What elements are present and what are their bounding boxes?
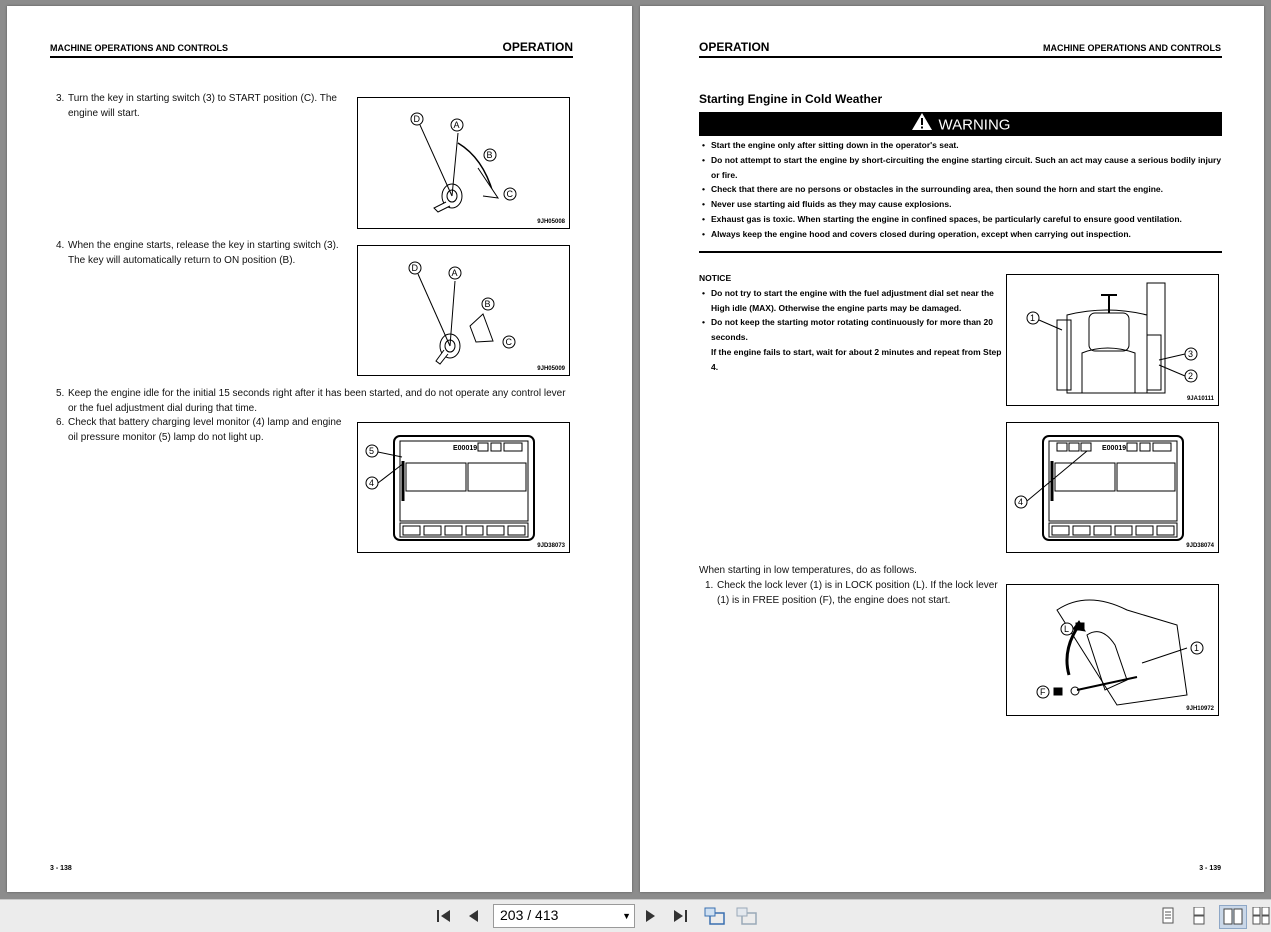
page-number: 3 - 138 [50, 865, 72, 872]
label-2: 2 [1188, 371, 1194, 381]
label-b: B [486, 150, 493, 160]
page-header-chapter: OPERATION [502, 40, 573, 54]
key-switch-diagram [358, 246, 569, 375]
warning-label: WARNING [938, 116, 1011, 134]
step-3 [56, 92, 356, 121]
page-header-section: MACHINE OPERATIONS AND CONTROLS [1042, 43, 1221, 53]
key-switch-diagram [358, 98, 569, 228]
two-page-view-icon [1223, 908, 1243, 926]
step-text: Turn the key in starting switch (3) to START position (C). The [68, 93, 337, 104]
label-a: A [451, 268, 458, 278]
monitor-panel-diagram [1007, 423, 1218, 552]
step-number: 4. [56, 240, 65, 251]
step-5 [56, 387, 586, 416]
chevron-down-icon: ▼ [622, 911, 631, 921]
step-text: oil pressure monitor (5) lamp do not light up. [68, 431, 264, 443]
notice-title: NOTICE [699, 273, 732, 283]
monitor-panel-diagram [358, 423, 569, 552]
warning-item: • Start the engine only after sitting down in the operator's seat. [699, 138, 1224, 153]
notice-item [699, 315, 1009, 330]
continuous-view-icon [1191, 907, 1207, 925]
next-page-button[interactable] [641, 908, 659, 924]
lock-lever-diagram [1007, 585, 1218, 715]
label-a: A [453, 120, 460, 130]
notice-text: seconds. [711, 332, 748, 343]
operator-cab-diagram [1007, 275, 1218, 405]
last-page-icon [672, 908, 690, 924]
label-f: F [1040, 687, 1046, 697]
warning-item-continued: or fire. [711, 169, 738, 180]
figure-lock-lever [1006, 584, 1219, 716]
figure-code: 9JD38074 [1186, 543, 1214, 549]
header-rule [699, 56, 1222, 58]
figure-code: 9JA10111 [1186, 396, 1214, 402]
notice-text: Do not keep the starting motor rotating continuously for more than 20 [711, 317, 993, 328]
label-1: 1 [1194, 643, 1200, 653]
warning-item: • Always keep the engine hood and covers closed during operation, except when carrying out inspection. [699, 227, 1224, 242]
label-b: B [484, 299, 491, 309]
notice-text: High idle (MAX). Otherwise the engine parts may be damaged. [711, 302, 962, 313]
rotate-icon [704, 907, 726, 925]
step-text: or the fuel adjustment dial during that time. [68, 402, 257, 414]
label-d: D [413, 114, 420, 124]
extract-icon [736, 907, 758, 925]
step-text: (1) is in FREE position (F), the engine does not start. [717, 594, 951, 606]
warning-triangle-icon [911, 112, 933, 139]
page-left [7, 6, 632, 892]
figure-monitor-panel [1006, 422, 1219, 553]
warning-item: • Exhaust gas is toxic. When starting the engine in confined spaces, be particularly careful to ensure good ventilation. [699, 212, 1224, 227]
warning-banner [699, 112, 1222, 136]
svg-text:E00019: E00019 [453, 445, 478, 452]
section-title: Starting Engine in Cold Weather [699, 92, 883, 106]
warning-text: Do not attempt to start the engine by short-circuiting the engine starting circuit. Such an act may cause a serious bodily injury [711, 154, 1222, 165]
two-page-continuous-button[interactable] [1252, 908, 1270, 924]
figure-code: 9JH05008 [537, 219, 565, 225]
page-header-section: MACHINE OPERATIONS AND CONTROLS [50, 43, 229, 53]
figure-on-position [357, 245, 570, 376]
figure-code: 9JD38073 [537, 543, 565, 549]
warning-item [699, 153, 1224, 168]
notice-item [699, 286, 1009, 301]
step-6 [56, 416, 356, 445]
notice-block [699, 271, 1009, 375]
next-page-icon [641, 908, 659, 924]
page-header-chapter: OPERATION [699, 40, 770, 54]
label-4: 4 [369, 478, 375, 488]
label-3: 3 [1188, 349, 1194, 359]
step-number: 6. [56, 417, 65, 428]
step-number: 5. [56, 388, 65, 399]
warning-item: • Check that there are no persons or obstacles in the surrounding area, then sound the horn and start the engine. [699, 182, 1224, 197]
label-1: 1 [1030, 313, 1036, 323]
extract-button[interactable] [736, 908, 758, 924]
figure-code: 9JH10972 [1186, 706, 1214, 712]
notice-text: Do not try to start the engine with the fuel adjustment dial set near the [711, 287, 994, 298]
last-page-button[interactable] [672, 908, 690, 924]
label-d: D [411, 263, 418, 273]
figure-monitor-panel [357, 422, 570, 553]
single-page-view-icon [1160, 907, 1176, 925]
step-text: When the engine starts, release the key in starting switch (3). [68, 240, 339, 251]
page-right [640, 6, 1264, 892]
prev-page-button[interactable] [465, 908, 483, 924]
two-page-continuous-icon [1252, 907, 1270, 925]
notice-text: If the engine fails to start, wait for about 2 minutes and repeat from Step [711, 346, 1002, 357]
figure-operator-cab [1006, 274, 1219, 406]
single-page-view-button[interactable] [1159, 908, 1177, 924]
low-temp-intro: When starting in low temperatures, do as follows. [699, 565, 917, 576]
step-4 [56, 239, 356, 268]
page-indicator: 203 / 413 [500, 907, 559, 923]
rotate-button[interactable] [704, 908, 726, 924]
page-number-select[interactable] [493, 904, 635, 928]
step-text: Check that battery charging level monitor (4) lamp and engine [68, 417, 342, 428]
notice-text: 4. [711, 361, 719, 372]
viewer-toolbar [0, 899, 1271, 932]
warning-list [699, 138, 1224, 242]
svg-text:E00019: E00019 [1102, 445, 1127, 452]
first-page-button[interactable] [434, 908, 452, 924]
step-number: 1. [705, 580, 714, 591]
label-4: 4 [1018, 497, 1024, 507]
label-c: C [505, 337, 512, 347]
label-l: L [1064, 624, 1070, 634]
label-c: C [506, 189, 513, 199]
continuous-view-button[interactable] [1190, 908, 1208, 924]
label-5: 5 [369, 446, 375, 456]
step-text: Keep the engine idle for the initial 15 seconds right after it has been started, and do not operate any control lever [68, 388, 566, 399]
step-text: Check the lock lever (1) is in LOCK position (L). If the lock lever [717, 580, 998, 591]
step-text: The key will automatically return to ON position (B). [68, 254, 296, 266]
two-page-view-button[interactable] [1219, 905, 1247, 929]
warning-item: • Never use starting aid fluids as they may cause explosions. [699, 197, 1224, 212]
warning-end-rule [699, 251, 1222, 253]
step-text: engine will start. [68, 107, 140, 119]
figure-code: 9JH05009 [537, 366, 565, 372]
prev-page-icon [465, 908, 483, 924]
step-number: 3. [56, 93, 65, 104]
page-number: 3 - 139 [1199, 865, 1221, 872]
first-page-icon [434, 908, 452, 924]
cold-step-1 [705, 579, 1005, 608]
figure-start-position [357, 97, 570, 229]
header-rule [50, 56, 573, 58]
